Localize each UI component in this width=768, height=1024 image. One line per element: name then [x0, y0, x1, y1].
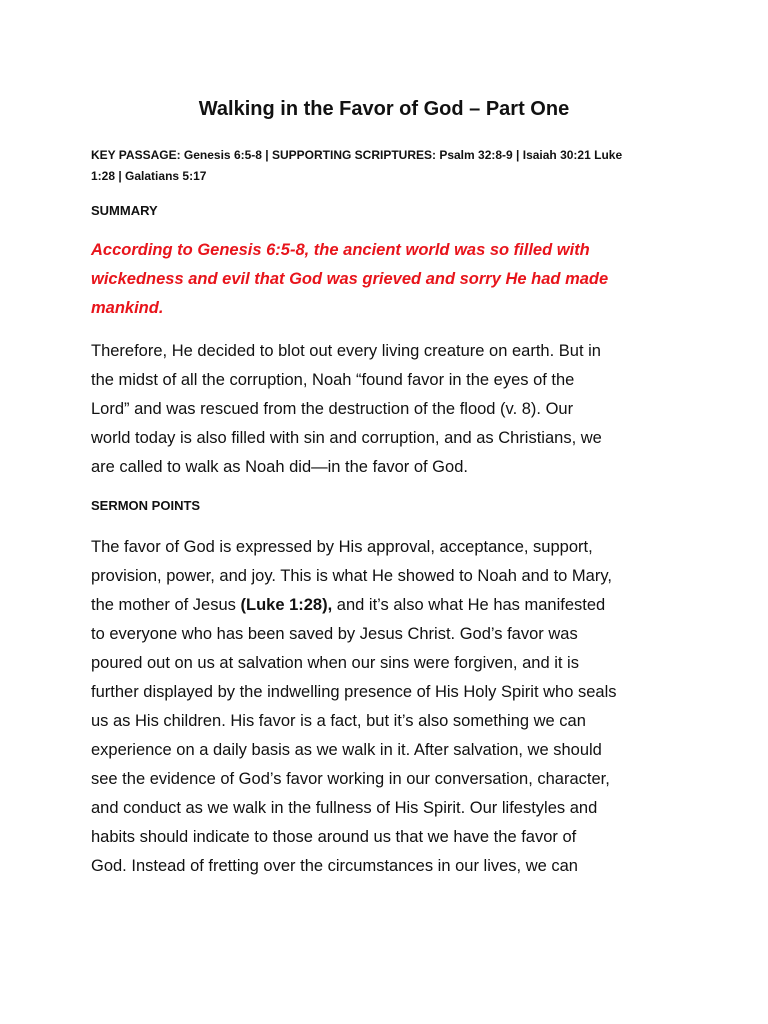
sermon-points-body: [91, 533, 691, 881]
summary-lead-line: wickedness and evil that God was grieved and sorry He had made: [91, 270, 609, 288]
document-title: Walking in the Favor of God – Part One: [198, 98, 570, 120]
summary-lead: [91, 236, 691, 323]
summary-body-line: are called to walk as Noah did—in the favor of God.: [91, 458, 468, 476]
summary-body: [91, 337, 691, 482]
sermon-points-line: poured out on us at salvation when our sins were forgiven, and it is: [91, 654, 579, 672]
sermon-points-line: The favor of God is expressed by His approval, acceptance, support,: [91, 538, 593, 556]
key-passage: [91, 145, 691, 187]
summary-body-line: world today is also filled with sin and corruption, and as Christians, we: [91, 429, 602, 447]
sermon-points-heading: SERMON POINTS: [91, 498, 201, 513]
sermon-points-line: further displayed by the indwelling presence of His Holy Spirit who seals: [91, 683, 617, 701]
sermon-points-line: [91, 591, 691, 620]
key-passage-line: 1:28 | Galatians 5:17: [91, 169, 207, 183]
summary-lead-line: mankind.: [91, 299, 164, 317]
sermon-points-line: and conduct as we walk in the fullness of His Spirit. Our lifestyles and: [91, 799, 598, 817]
sermon-points-line: see the evidence of God’s favor working in our conversation, character,: [91, 770, 610, 788]
key-passage-line: KEY PASSAGE: Genesis 6:5-8 | SUPPORTING SCRIPTURES: Psalm 32:8-9 | Isaiah 30:21 Luke: [91, 148, 623, 162]
scripture-reference: (Luke 1:28),: [240, 596, 333, 614]
sermon-points-text: and it’s also what He has manifested: [332, 596, 606, 614]
sermon-points-line: us as His children. His favor is a fact, but it’s also something we can: [91, 712, 586, 730]
sermon-points-line: habits should indicate to those around us that we have the favor of: [91, 828, 577, 846]
sermon-points-line: experience on a daily basis as we walk in it. After salvation, we should: [91, 741, 602, 759]
sermon-points-line: God. Instead of fretting over the circumstances in our lives, we can: [91, 857, 578, 875]
sermon-points-line: provision, power, and joy. This is what He showed to Noah and to Mary,: [91, 567, 612, 585]
summary-heading: SUMMARY: [91, 203, 158, 218]
summary-body-line: Lord” and was rescued from the destruction of the flood (v. 8). Our: [91, 400, 574, 418]
summary-body-line: Therefore, He decided to blot out every living creature on earth. But in: [91, 342, 601, 360]
sermon-points-line: to everyone who has been saved by Jesus Christ. God’s favor was: [91, 625, 578, 643]
sermon-points-text: the mother of Jesus: [91, 596, 241, 614]
summary-body-line: the midst of all the corruption, Noah “found favor in the eyes of the: [91, 371, 575, 389]
summary-lead-line: According to Genesis 6:5-8, the ancient world was so filled with: [91, 241, 590, 259]
